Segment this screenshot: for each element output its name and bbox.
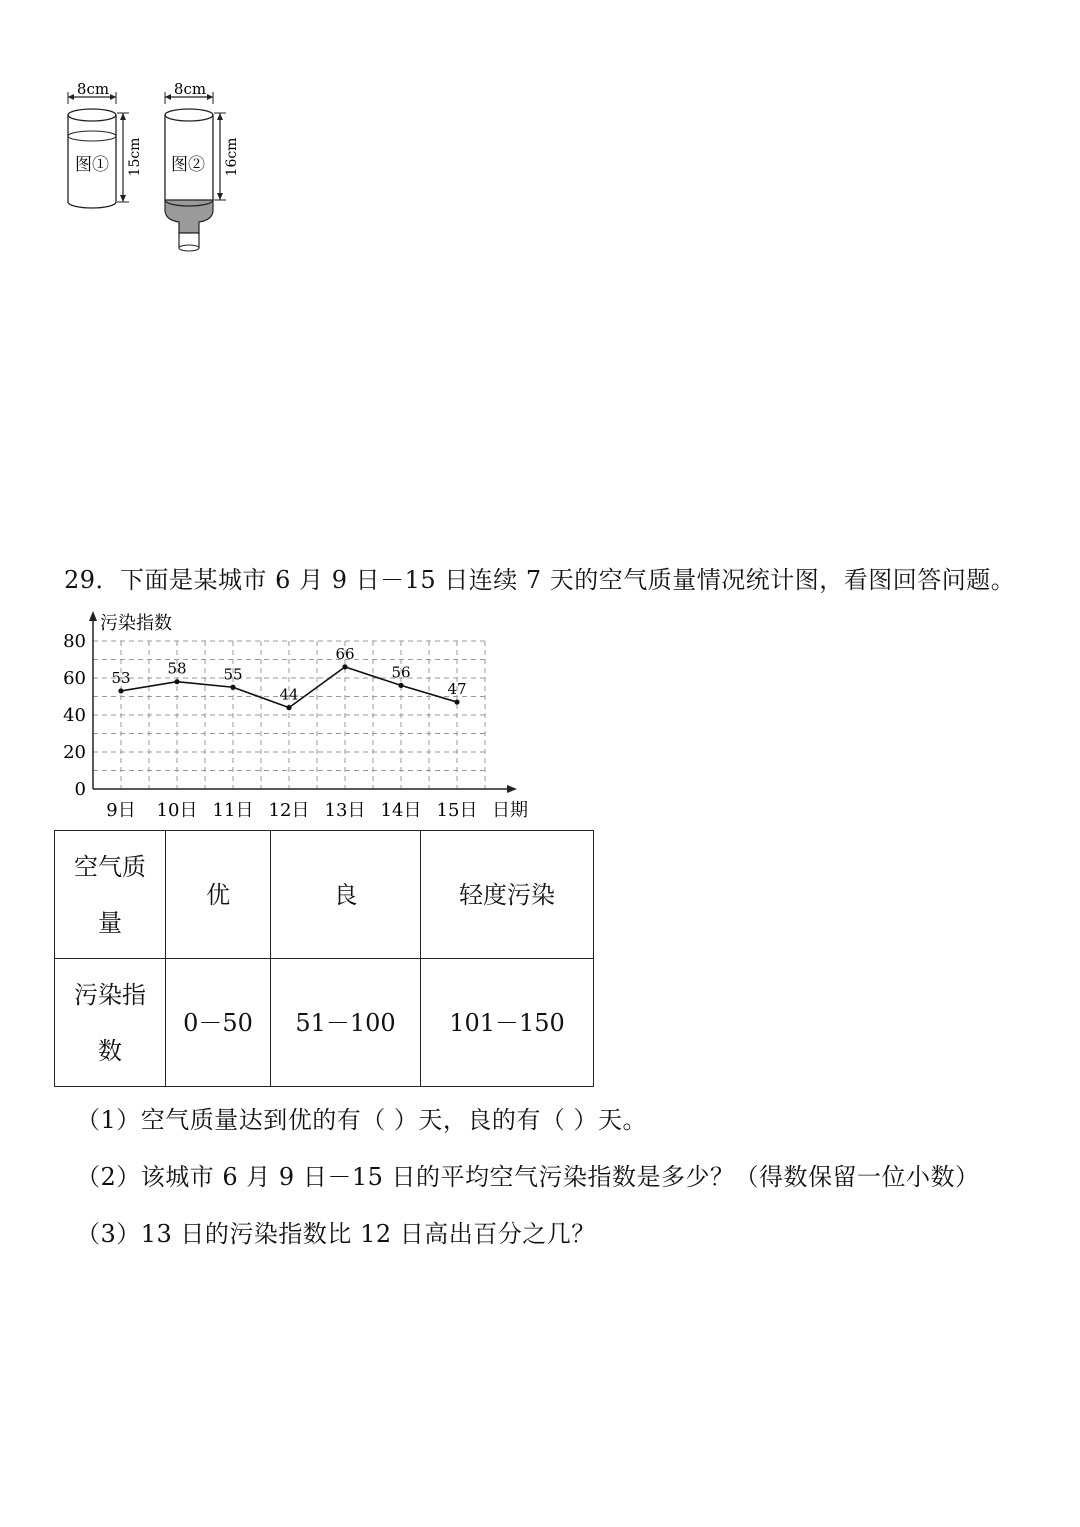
table-header-cell: 轻度污染 bbox=[421, 831, 594, 959]
cylinder-1-height-label: 15cm bbox=[127, 137, 143, 177]
y-axis-arrow bbox=[89, 611, 97, 621]
table-row-label: 污染指数 bbox=[74, 980, 146, 1065]
question-number: 29． bbox=[64, 566, 121, 594]
y-tick-label: 60 bbox=[63, 668, 86, 689]
x-tick-label: 12日 bbox=[268, 800, 310, 821]
cylinder-2-caption: 图② bbox=[171, 155, 205, 175]
table-header-label-cell bbox=[55, 831, 166, 959]
table-header-cell: 良 bbox=[271, 831, 421, 959]
cylinder-figures bbox=[55, 70, 255, 260]
x-tick-label: 15日 bbox=[436, 800, 478, 821]
question-29-title bbox=[64, 560, 1015, 595]
cylinder-2 bbox=[165, 80, 240, 251]
y-tick-label: 80 bbox=[63, 631, 86, 652]
data-point bbox=[398, 683, 403, 688]
data-point bbox=[174, 679, 179, 684]
cylinder-2-height-label: 16cm bbox=[224, 137, 240, 177]
x-tick-labels bbox=[106, 800, 477, 821]
sub-question-1: （1）空气质量达到优的有（ ）天，良的有（ ）天。 bbox=[76, 1106, 648, 1134]
y-tick-label: 40 bbox=[63, 705, 86, 726]
data-label: 53 bbox=[111, 668, 131, 687]
table-value-cell: 0－50 bbox=[166, 959, 271, 1087]
table-value-cell: 51－100 bbox=[271, 959, 421, 1087]
table-header-label: 空气质量 bbox=[74, 852, 146, 937]
data-point bbox=[118, 688, 123, 693]
x-tick-label: 10日 bbox=[156, 800, 198, 821]
chart-grid bbox=[93, 641, 487, 789]
cylinder-1-caption: 图① bbox=[75, 155, 109, 175]
pollution-line-chart bbox=[55, 605, 545, 830]
sub-question-3: （3）13 日的污染指数比 12 日高出百分之几？ bbox=[76, 1220, 596, 1248]
x-axis-label: 日期 bbox=[492, 800, 528, 821]
question-text: 下面是某城市 6 月 9 日－15 日连续 7 天的空气质量情况统计图，看图回答问题。 bbox=[120, 566, 1016, 594]
cylinder-1 bbox=[68, 80, 143, 208]
x-axis-arrow bbox=[507, 785, 517, 793]
y-tick-labels bbox=[63, 631, 86, 800]
table-value-cell: 101－150 bbox=[421, 959, 594, 1087]
x-tick-label: 11日 bbox=[212, 800, 254, 821]
y-axis-label: 污染指数 bbox=[100, 613, 172, 634]
cylinder-1-width-label: 8cm bbox=[76, 80, 110, 98]
air-quality-table bbox=[54, 830, 594, 1087]
y-tick-label: 0 bbox=[74, 779, 86, 800]
x-tick-label: 9日 bbox=[106, 800, 136, 821]
sub-question-2: （2）该城市 6 月 9 日－15 日的平均空气污染指数是多少？（得数保留一位小数） bbox=[76, 1163, 980, 1191]
x-tick-label: 14日 bbox=[380, 800, 422, 821]
x-tick-label: 13日 bbox=[324, 800, 366, 821]
data-point bbox=[286, 705, 291, 710]
data-label: 58 bbox=[167, 659, 187, 678]
data-point bbox=[342, 664, 347, 669]
data-label: 47 bbox=[447, 680, 467, 699]
data-point bbox=[454, 699, 459, 704]
data-label: 66 bbox=[335, 644, 355, 663]
cylinder-2-width-label: 8cm bbox=[173, 80, 207, 98]
data-label: 56 bbox=[391, 663, 411, 682]
data-label: 44 bbox=[279, 685, 299, 704]
data-point bbox=[230, 685, 235, 690]
table-row-label-cell bbox=[55, 959, 166, 1087]
data-label: 55 bbox=[223, 665, 243, 684]
chart-axes bbox=[89, 611, 517, 793]
table-header-cell: 优 bbox=[166, 831, 271, 959]
y-tick-label: 20 bbox=[63, 742, 86, 763]
